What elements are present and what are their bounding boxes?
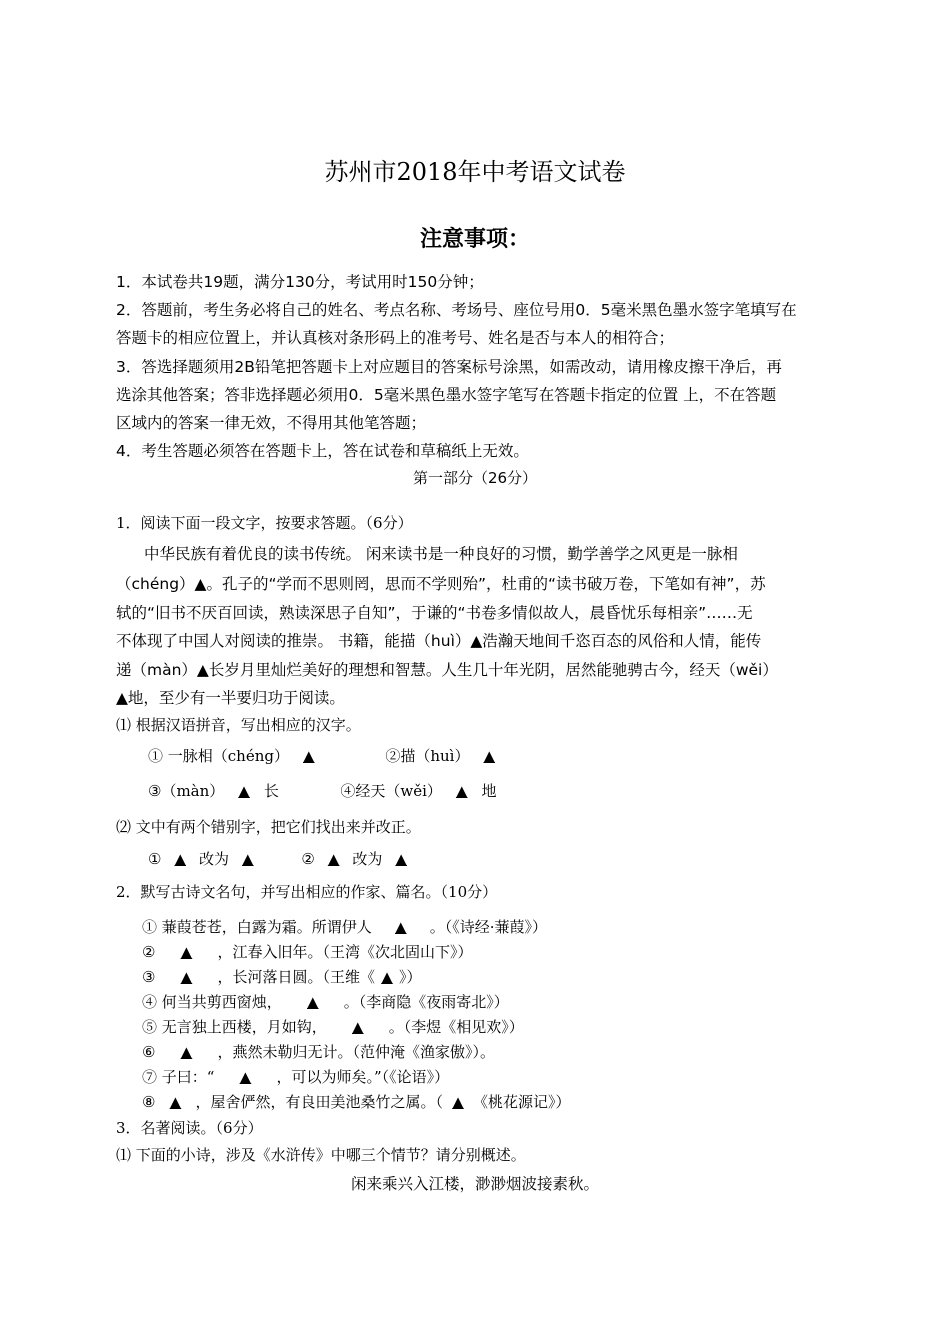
answer-blank[interactable]: ▲	[352, 1018, 364, 1036]
passage-line: 轼的“旧书不厌百回读，熟读深思子自知”，于谦的“书卷多情似故人，晨昏忧乐每相亲”……无	[116, 604, 753, 622]
q2-item: ① 蒹葭苍苍，白露为霜。所谓伊人 ▲ 。（《诗经·蒹葭》）	[142, 918, 548, 936]
q2-item: ⑤ 无言独上西楼，月如钩， ▲ 。（李煜《相见欢》）	[142, 1018, 524, 1036]
q1-sub2-row	[148, 848, 415, 869]
answer-blank[interactable]: ▲	[302, 747, 315, 765]
answer-blank[interactable]: ▲	[180, 1043, 193, 1061]
q2-item: ② ▲ ，江春入旧年。（王湾《次北固山下》）	[142, 943, 473, 961]
item-label: ④经天（wěi）	[340, 782, 442, 800]
item-label: ②	[301, 850, 315, 868]
answer-blank[interactable]: ▲	[455, 782, 468, 800]
q1-sub1-row1	[148, 745, 504, 766]
notice-line: 2．答题前，考生务必将自己的姓名、考点名称、考场号、座位号用0．5毫米黑色墨水签字笔填写在	[116, 301, 797, 319]
passage-line: 不体现了中国人对阅读的推崇。 书籍，能描（huì）▲浩瀚天地间千恣百态的风俗和人情，能传	[116, 632, 762, 650]
part-one-heading: 第一部分（26分）	[412, 469, 538, 487]
answer-blank[interactable]: ▲	[180, 968, 193, 986]
q2-item: ⑥ ▲ ，燕然未勒归无计。（范仲淹《渔家傲》）。	[142, 1043, 495, 1061]
answer-blank[interactable]: ▲	[483, 747, 495, 765]
answer-blank[interactable]: ▲	[174, 850, 186, 868]
item-label: 改为	[352, 850, 383, 868]
answer-blank[interactable]: ▲	[395, 850, 407, 868]
notice-line: 3．答选择题须用2B铅笔把答题卡上对应题目的答案标号涂黑，如需改动，请用橡皮擦干净后，再	[116, 358, 782, 376]
passage-line: ▲地，至少有一半要归功于阅读。	[116, 689, 345, 707]
q2-item: ④ 何当共剪西窗烛， ▲ 。（李商隐《夜雨寄北》）	[142, 993, 509, 1011]
notice-line: 1．本试卷共19题，满分130分，考试用时150分钟；	[116, 273, 484, 291]
passage-line: （chéng）▲。孔子的“学而不思则罔，思而不学则殆”，杜甫的“读书破万卷，下笔如有神”，苏	[116, 575, 766, 593]
question-2-stem: 2．默写古诗文名句，并写出相应的作家、篇名。（10分）	[116, 883, 498, 901]
q2-item: ⑧ ▲ ，屋舍俨然，有良田美池桑竹之属。（ ▲ 《桃花源记》）	[142, 1093, 571, 1111]
answer-blank[interactable]: ▲	[169, 1093, 182, 1111]
item-label: ②描（huì）	[385, 747, 470, 765]
q2-item: ⑦ 子曰：“ ▲ ，可以为师矣。”（《论语》）	[142, 1068, 450, 1086]
answer-blank[interactable]: ▲	[180, 943, 193, 961]
question-1-stem: 1．阅读下面一段文字，按要求答题。（6分）	[116, 514, 413, 532]
item-label: 地	[481, 782, 497, 800]
poem-line: 闲来乘兴入江楼，渺渺烟波接素秋。	[350, 1175, 599, 1193]
answer-blank[interactable]: ▲	[381, 968, 393, 986]
item-label: ①	[148, 850, 162, 868]
notice-line: 答题卡的相应位置上，并认真核对条形码上的准考号、姓名是否与本人的相符合；	[116, 329, 675, 347]
item-label: ③（màn）	[148, 782, 225, 800]
answer-blank[interactable]: ▲	[238, 782, 250, 800]
notice-line: 区域内的答案一律无效，不得用其他笔答题；	[116, 414, 427, 432]
item-label: 改为	[199, 850, 230, 868]
item-label: 长	[263, 782, 279, 800]
answer-blank[interactable]: ▲	[395, 918, 407, 936]
notice-line: 4．考生答题必须答在答题卡上，答在试卷和草稿纸上无效。	[116, 442, 529, 460]
question-3-stem: 3．名著阅读。（6分）	[116, 1119, 263, 1137]
q2-item: ③ ▲ ，长河落日圆。（王维《 ▲ 》）	[142, 968, 422, 986]
answer-blank[interactable]: ▲	[239, 1068, 252, 1086]
answer-blank[interactable]: ▲	[307, 993, 319, 1011]
page-title: 苏州市2018年中考语文试卷	[324, 158, 626, 186]
answer-blank[interactable]: ▲	[327, 850, 340, 868]
passage-line: 中华民族有着优良的读书传统。 闲来读书是一种良好的习惯，勤学善学之风更是一脉相	[144, 545, 738, 563]
passage-line: 递（màn）▲长岁月里灿烂美好的理想和智慧。人生几十年光阴，居然能驰骋古今，经天（wěi）	[116, 661, 778, 679]
notice-line: 选涂其他答案；答非选择题必须用0．5毫米黑色墨水签字笔写在答题卡指定的位置 上，不在答题	[116, 386, 777, 404]
q1-sub1: ⑴ 根据汉语拼音，写出相应的汉字。	[116, 716, 361, 734]
q1-sub1-row2	[148, 780, 497, 801]
answer-blank[interactable]: ▲	[452, 1093, 464, 1111]
q1-sub2: ⑵ 文中有两个错别字，把它们找出来并改正。	[116, 818, 421, 836]
q3-sub1: ⑴ 下面的小诗，涉及《水浒传》中哪三个情节？请分别概述。	[116, 1146, 526, 1164]
item-label: ① 一脉相（chéng）	[148, 747, 289, 765]
answer-blank[interactable]: ▲	[242, 850, 254, 868]
notice-heading: 注意事项：	[419, 227, 530, 252]
